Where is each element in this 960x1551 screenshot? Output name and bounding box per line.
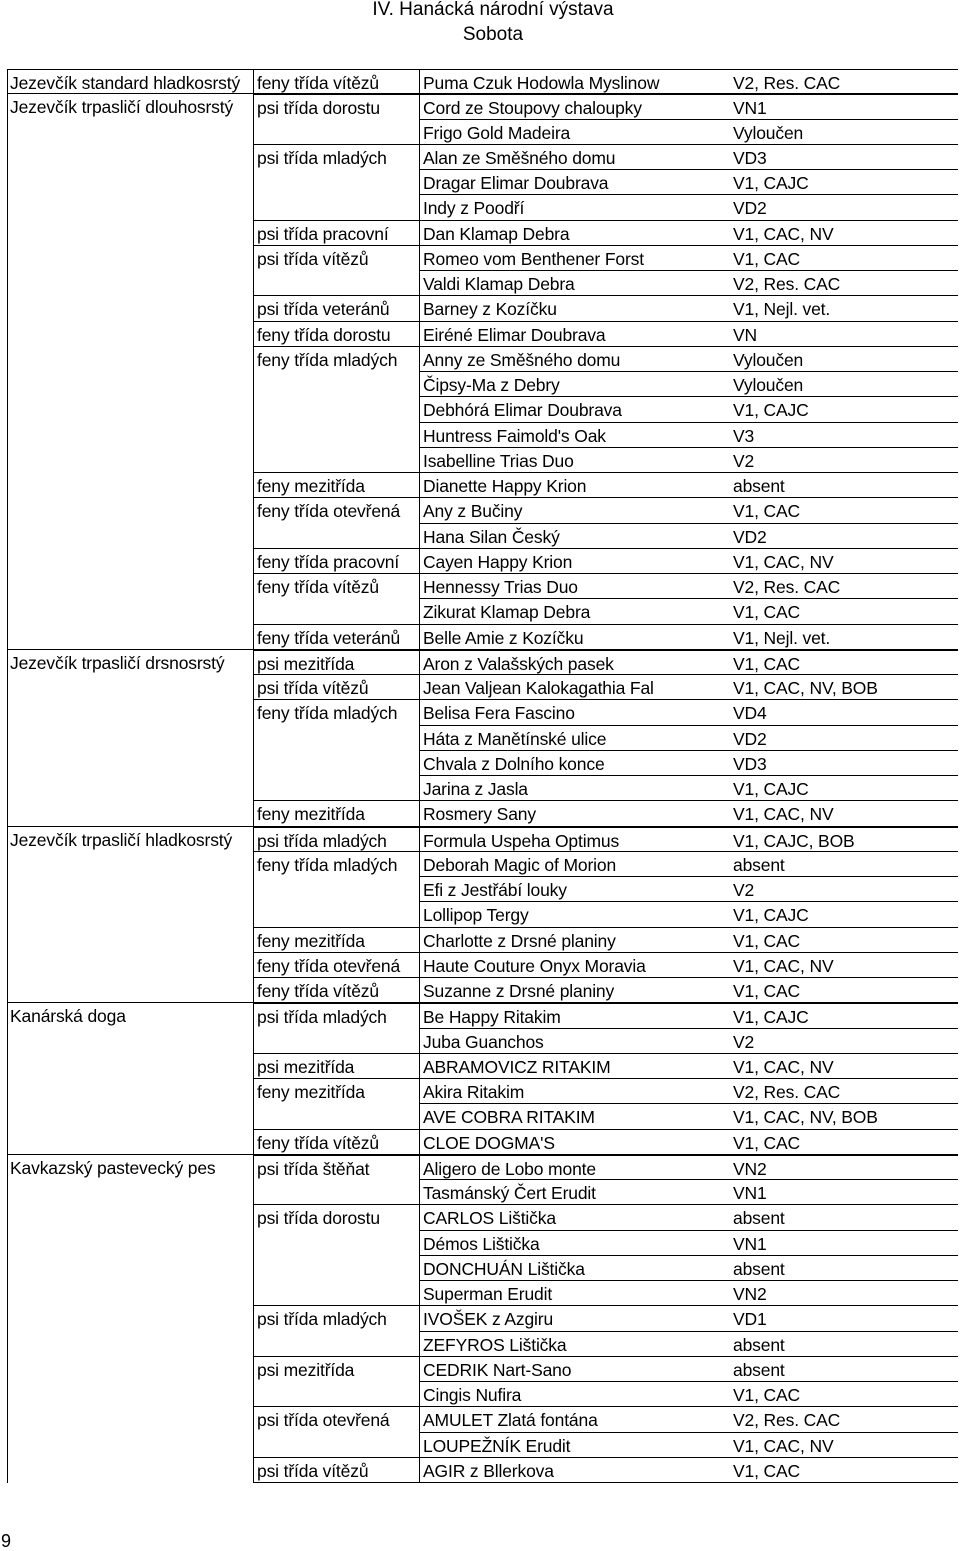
dog-name-cell: Cingis Nufira xyxy=(419,1382,729,1407)
results-table xyxy=(7,69,958,1483)
table-row xyxy=(7,94,958,119)
class-cell: psi třída mladých xyxy=(257,147,387,168)
dog-name-cell: AMULET Zlatá fontána xyxy=(419,1407,729,1432)
class-cell: psi třída dorostu xyxy=(253,94,419,119)
class-cell: feny třída vítězů xyxy=(253,978,419,1003)
table-row xyxy=(7,1382,958,1407)
class-cell xyxy=(253,1029,419,1054)
table-row xyxy=(7,347,958,372)
dog-name-cell: Cord ze Stoupovy chaloupky xyxy=(419,94,729,119)
result-cell: V2, Res. CAC xyxy=(729,1407,958,1432)
class-cell: feny třída dorostu xyxy=(253,322,419,347)
result-cell: V2 xyxy=(729,877,958,902)
breed-cell xyxy=(7,877,253,902)
table-row xyxy=(7,397,958,422)
result-cell: V1, CAJC, BOB xyxy=(729,827,958,852)
breed-cell xyxy=(7,145,253,170)
result-cell: VD2 xyxy=(729,726,958,751)
dog-name-cell: DONCHUÁN Lištička xyxy=(419,1256,729,1281)
result-cell: V2 xyxy=(729,1029,958,1054)
breed-cell xyxy=(7,1357,253,1382)
dog-name-cell: Chvala z Dolního konce xyxy=(419,751,729,776)
table-row xyxy=(7,1306,958,1331)
dog-name-cell: Rosmery Sany xyxy=(419,801,729,826)
result-cell: absent xyxy=(729,1357,958,1382)
class-cell: psi třída pracovní xyxy=(253,221,419,246)
class-cell xyxy=(253,271,419,296)
class-cell xyxy=(253,120,419,145)
dog-name-cell: AGIR z Bllerkova xyxy=(419,1458,729,1483)
table-row xyxy=(7,120,958,145)
class-cell xyxy=(253,751,419,776)
table-row xyxy=(7,221,958,246)
result-cell: VN2 xyxy=(729,1155,958,1180)
result-cell: V1, CAJC xyxy=(729,397,958,422)
result-cell: VD2 xyxy=(729,195,958,220)
breed-cell xyxy=(7,1180,253,1205)
dog-name-cell: Debhórá Elimar Doubrava xyxy=(419,397,729,422)
table-row xyxy=(7,195,958,220)
dog-name-cell: Jean Valjean Kalokagathia Fal xyxy=(419,675,729,700)
table-row xyxy=(7,1332,958,1357)
table-row xyxy=(7,1104,958,1129)
class-cell: feny třída pracovní xyxy=(253,549,419,574)
class-cell xyxy=(253,1332,419,1357)
table-row xyxy=(7,322,958,347)
breed-cell xyxy=(7,1306,253,1331)
result-cell: Vyloučen xyxy=(729,372,958,397)
table-row xyxy=(7,1458,958,1483)
dog-name-cell: Suzanne z Drsné planiny xyxy=(419,978,729,1003)
table-row xyxy=(7,69,958,94)
result-cell: V1, Nejl. vet. xyxy=(729,625,958,650)
result-cell: V1, CAC xyxy=(729,1130,958,1155)
dog-name-cell: Superman Erudit xyxy=(419,1281,729,1306)
class-cell: psi třída dorostu xyxy=(257,1208,380,1229)
class-cell xyxy=(253,372,419,397)
class-cell xyxy=(253,1382,419,1407)
table-row xyxy=(7,524,958,549)
table-row xyxy=(7,423,958,448)
breed-cell xyxy=(7,549,253,574)
breed-cell xyxy=(7,524,253,549)
result-cell: V1, CAC, NV xyxy=(729,801,958,826)
table-row xyxy=(7,1054,958,1079)
class-cell: psi třída mladých xyxy=(253,1003,419,1028)
dog-name-cell: Romeo vom Benthener Forst xyxy=(419,246,729,271)
result-cell: VD2 xyxy=(729,524,958,549)
breed-cell xyxy=(7,448,253,473)
breed-cell xyxy=(7,347,253,372)
breed-cell xyxy=(7,700,253,725)
breed-cell xyxy=(7,599,253,624)
table-row xyxy=(7,1155,958,1180)
breed-cell xyxy=(7,801,253,826)
table-row xyxy=(7,625,958,650)
class-cell: psi mezitřída xyxy=(253,1054,419,1079)
dog-name-cell: Zikurat Klamap Debra xyxy=(419,599,729,624)
dog-name-cell: Belisa Fera Fascino xyxy=(419,700,729,725)
table-row xyxy=(7,1433,958,1458)
dog-name-cell: Haute Couture Onyx Moravia xyxy=(419,953,729,978)
result-cell: V1, CAC xyxy=(729,1458,958,1483)
table-row xyxy=(7,852,958,877)
dog-name-cell: Huntress Faimold's Oak xyxy=(419,423,729,448)
dog-name-cell: Dragar Elimar Doubrava xyxy=(419,170,729,195)
dog-name-cell: Valdi Klamap Debra xyxy=(419,271,729,296)
breed-cell xyxy=(7,120,253,145)
table-row xyxy=(7,726,958,751)
class-cell: psi třída otevřená xyxy=(257,1410,390,1431)
table-row xyxy=(7,776,958,801)
breed-cell xyxy=(7,1458,253,1483)
result-cell: V2, Res. CAC xyxy=(729,69,958,94)
table-row xyxy=(7,574,958,599)
result-cell: VN1 xyxy=(729,1231,958,1256)
class-cell: feny třída otevřená xyxy=(257,501,401,522)
dog-name-cell: Charlotte z Drsné planiny xyxy=(419,928,729,953)
table-row xyxy=(7,801,958,826)
table-row xyxy=(7,650,958,675)
class-cell xyxy=(253,448,419,473)
result-cell: V1, CAC xyxy=(729,246,958,271)
class-cell: psi třída vítězů xyxy=(253,675,419,700)
breed-cell: Jezevčík trpasličí drsnosrstý xyxy=(10,652,225,673)
breed-cell xyxy=(7,1231,253,1256)
breed-cell xyxy=(7,296,253,321)
class-cell: feny třída mladých xyxy=(257,703,398,724)
result-cell: absent xyxy=(729,852,958,877)
table-row xyxy=(7,1281,958,1306)
dog-name-cell: CLOE DOGMA'S xyxy=(419,1130,729,1155)
breed-cell xyxy=(7,625,253,650)
dog-name-cell: LOUPEŽNÍK Erudit xyxy=(419,1433,729,1458)
dog-name-cell: Formula Uspeha Optimus xyxy=(419,827,729,852)
breed-cell xyxy=(7,1407,253,1432)
result-cell: V1, CAC, NV xyxy=(729,953,958,978)
table-row xyxy=(7,1205,958,1230)
page-title: IV. Hanácká národní výstava xyxy=(372,0,614,20)
table-row xyxy=(7,928,958,953)
result-cell: V1, CAC xyxy=(729,599,958,624)
class-cell xyxy=(253,195,419,220)
dog-name-cell: Háta z Manětínské ulice xyxy=(419,726,729,751)
table-row xyxy=(7,1256,958,1281)
result-cell: VD4 xyxy=(729,700,958,725)
class-cell xyxy=(253,599,419,624)
table-row xyxy=(7,1003,958,1028)
class-cell: feny třída vítězů xyxy=(253,1130,419,1155)
breed-cell xyxy=(7,271,253,296)
table-row xyxy=(7,902,958,927)
result-cell: absent xyxy=(729,1256,958,1281)
dog-name-cell: Aligero de Lobo monte xyxy=(419,1155,729,1180)
class-cell: feny mezitřída xyxy=(257,1082,365,1102)
class-cell: feny třída vítězů xyxy=(257,577,379,597)
table-row xyxy=(7,751,958,776)
breed-cell xyxy=(7,246,253,271)
breed-cell xyxy=(7,170,253,195)
result-cell: Vyloučen xyxy=(729,347,958,372)
dog-name-cell: CEDRIK Nart-Sano xyxy=(419,1357,729,1382)
table-row xyxy=(7,675,958,700)
class-cell: feny třída otevřená xyxy=(253,953,419,978)
dog-name-cell: Jarina z Jasla xyxy=(419,776,729,801)
dog-name-cell: Lollipop Tergy xyxy=(419,902,729,927)
table-row xyxy=(7,1180,958,1205)
breed-cell xyxy=(7,928,253,953)
class-cell: psi třída mladých xyxy=(253,827,419,852)
dog-name-cell: Hana Silan Český xyxy=(419,524,729,549)
class-cell xyxy=(253,1281,419,1306)
result-cell: VN1 xyxy=(729,94,958,119)
dog-name-cell: Aron z Valašských pasek xyxy=(419,650,729,675)
result-cell: V1, CAC, NV xyxy=(729,221,958,246)
dog-name-cell: Alan ze Směšného domu xyxy=(419,145,729,170)
dog-name-cell: IVOŠEK z Azgiru xyxy=(419,1306,729,1331)
result-cell: V1, CAC xyxy=(729,498,958,523)
table-row xyxy=(7,498,958,523)
result-cell: V1, CAC, NV xyxy=(729,549,958,574)
breed-cell xyxy=(7,221,253,246)
table-row xyxy=(7,372,958,397)
breed-cell xyxy=(7,726,253,751)
class-cell: psi mezitřída xyxy=(257,1359,355,1380)
table-row xyxy=(7,1079,958,1104)
result-cell: Vyloučen xyxy=(729,120,958,145)
result-cell: VD3 xyxy=(729,145,958,170)
class-cell: feny mezitřída xyxy=(253,928,419,953)
table-row xyxy=(7,1029,958,1054)
page-subtitle-day: Sobota xyxy=(462,24,524,45)
class-cell xyxy=(253,877,419,902)
result-cell: V2, Res. CAC xyxy=(729,1079,958,1104)
result-cell: V1, CAJC xyxy=(729,776,958,801)
class-cell: psi třída vítězů xyxy=(253,1458,419,1483)
result-cell: absent xyxy=(729,1205,958,1230)
breed-cell xyxy=(7,1029,253,1054)
breed-cell xyxy=(7,322,253,347)
dog-name-cell: Dianette Happy Krion xyxy=(419,473,729,498)
class-cell xyxy=(253,726,419,751)
result-cell: V1, CAC xyxy=(729,978,958,1003)
breed-cell xyxy=(7,397,253,422)
table-row xyxy=(7,145,958,170)
breed-cell xyxy=(7,1079,253,1104)
dog-name-cell: ZEFYROS Lištička xyxy=(419,1332,729,1357)
dog-name-cell: Belle Amie z Kozíčku xyxy=(419,625,729,650)
table-row xyxy=(7,827,958,852)
class-cell: feny třída veteránů xyxy=(253,625,419,650)
dog-name-cell: Isabelline Trias Duo xyxy=(419,448,729,473)
dog-name-cell: Hennessy Trias Duo xyxy=(419,574,729,599)
breed-cell xyxy=(7,473,253,498)
breed-cell: Kanárská doga xyxy=(10,1006,126,1027)
breed-cell xyxy=(7,675,253,700)
result-cell: V1, CAJC xyxy=(729,902,958,927)
result-cell: VN xyxy=(729,322,958,347)
class-cell xyxy=(253,1433,419,1458)
table-row xyxy=(7,271,958,296)
result-cell: VD3 xyxy=(729,751,958,776)
table-row xyxy=(7,877,958,902)
result-cell: V1, CAJC xyxy=(729,1003,958,1028)
table-row xyxy=(7,978,958,1003)
dog-name-cell: CARLOS Lištička xyxy=(419,1205,729,1230)
dog-name-cell: ABRAMOVICZ RITAKIM xyxy=(419,1054,729,1079)
breed-cell: Jezevčík standard hladkosrstý xyxy=(7,69,253,94)
result-cell: V1, CAC, NV xyxy=(729,1433,958,1458)
class-cell: psi třída štěňat xyxy=(253,1155,419,1180)
table-row xyxy=(7,1130,958,1155)
result-cell: VN2 xyxy=(729,1281,958,1306)
dog-name-cell: Efi z Jestřábí louky xyxy=(419,877,729,902)
table-row xyxy=(7,549,958,574)
table-row xyxy=(7,700,958,725)
result-cell: V1, CAC, NV xyxy=(729,1054,958,1079)
table-row xyxy=(7,1231,958,1256)
breed-cell xyxy=(7,751,253,776)
class-cell: psi třída vítězů xyxy=(257,248,369,269)
result-cell: V2 xyxy=(729,448,958,473)
dog-name-cell: Puma Czuk Hodowla Myslinow xyxy=(419,69,729,94)
dog-name-cell: Čipsy-Ma z Debry xyxy=(419,372,729,397)
class-cell: psi mezitřída xyxy=(253,650,419,675)
table-row xyxy=(7,170,958,195)
class-cell: feny třída mladých xyxy=(257,854,398,875)
dog-name-cell: AVE COBRA RITAKIM xyxy=(419,1104,729,1129)
dog-name-cell: Akira Ritakim xyxy=(419,1079,729,1104)
breed-cell xyxy=(7,852,253,877)
table-row xyxy=(7,953,958,978)
class-cell xyxy=(253,902,419,927)
breed-cell xyxy=(7,1433,253,1458)
breed-cell xyxy=(7,1205,253,1230)
breed-cell xyxy=(7,195,253,220)
breed-cell xyxy=(7,372,253,397)
dog-name-cell: Be Happy Ritakim xyxy=(419,1003,729,1028)
class-cell xyxy=(253,397,419,422)
class-cell xyxy=(253,170,419,195)
dog-name-cell: Deborah Magic of Morion xyxy=(419,852,729,877)
dog-name-cell: Démos Lištička xyxy=(419,1231,729,1256)
class-cell xyxy=(253,1104,419,1129)
class-cell xyxy=(253,524,419,549)
dog-name-cell: Dan Klamap Debra xyxy=(419,221,729,246)
result-cell: V1, CAC xyxy=(729,650,958,675)
table-row xyxy=(7,448,958,473)
class-cell: feny třída vítězů xyxy=(253,69,419,94)
breed-cell xyxy=(7,953,253,978)
breed-cell: Jezevčík trpasličí dlouhosrstý xyxy=(10,97,234,118)
breed-cell xyxy=(7,978,253,1003)
class-cell xyxy=(253,776,419,801)
result-cell: absent xyxy=(729,473,958,498)
class-cell: feny mezitřída xyxy=(253,473,419,498)
class-cell xyxy=(253,1256,419,1281)
table-row xyxy=(7,599,958,624)
table-row xyxy=(7,473,958,498)
dog-name-cell: Cayen Happy Krion xyxy=(419,549,729,574)
result-cell: V2, Res. CAC xyxy=(729,574,958,599)
breed-cell: Jezevčík trpasličí hladkosrstý xyxy=(10,829,233,850)
breed-cell xyxy=(7,1382,253,1407)
breed-cell xyxy=(7,423,253,448)
result-cell: V1, CAC, NV, BOB xyxy=(729,1104,958,1129)
result-cell: V3 xyxy=(729,423,958,448)
breed-cell xyxy=(7,776,253,801)
class-cell: feny třída mladých xyxy=(257,349,398,370)
result-cell: V2, Res. CAC xyxy=(729,271,958,296)
page-number: 9 xyxy=(1,1531,12,1551)
breed-cell xyxy=(7,1332,253,1357)
breed-cell xyxy=(7,902,253,927)
table-row xyxy=(7,1357,958,1382)
dog-name-cell: Frigo Gold Madeira xyxy=(419,120,729,145)
table-row xyxy=(7,296,958,321)
dog-name-cell: Eiréné Elimar Doubrava xyxy=(419,322,729,347)
breed-cell xyxy=(7,1054,253,1079)
dog-name-cell: Juba Guanchos xyxy=(419,1029,729,1054)
result-cell: V1, CAC xyxy=(729,1382,958,1407)
dog-name-cell: Barney z Kozíčku xyxy=(419,296,729,321)
breed-cell: Kavkazský pastevecký pes xyxy=(10,1157,216,1178)
dog-name-cell: Any z Bučiny xyxy=(419,498,729,523)
class-cell: psi třída veteránů xyxy=(253,296,419,321)
class-cell xyxy=(253,1180,419,1205)
breed-cell xyxy=(7,1256,253,1281)
dog-name-cell: Tasmánský Čert Erudit xyxy=(419,1180,729,1205)
table-row xyxy=(7,246,958,271)
result-cell: VD1 xyxy=(729,1306,958,1331)
table-row xyxy=(7,1407,958,1432)
breed-cell xyxy=(7,1130,253,1155)
result-cell: V1, CAC xyxy=(729,928,958,953)
breed-cell xyxy=(7,498,253,523)
dog-name-cell: Indy z Poodří xyxy=(419,195,729,220)
class-cell: feny mezitřída xyxy=(253,801,419,826)
class-cell: psi třída mladých xyxy=(257,1309,387,1330)
breed-cell xyxy=(7,1281,253,1306)
result-cell: V1, CAJC xyxy=(729,170,958,195)
class-cell xyxy=(253,1231,419,1256)
breed-cell xyxy=(7,1104,253,1129)
class-cell xyxy=(253,423,419,448)
result-cell: V1, CAC, NV, BOB xyxy=(729,675,958,700)
dog-name-cell: Anny ze Směšného domu xyxy=(419,347,729,372)
result-cell: V1, Nejl. vet. xyxy=(729,296,958,321)
result-cell: VN1 xyxy=(729,1180,958,1205)
breed-cell xyxy=(7,574,253,599)
result-cell: absent xyxy=(729,1332,958,1357)
